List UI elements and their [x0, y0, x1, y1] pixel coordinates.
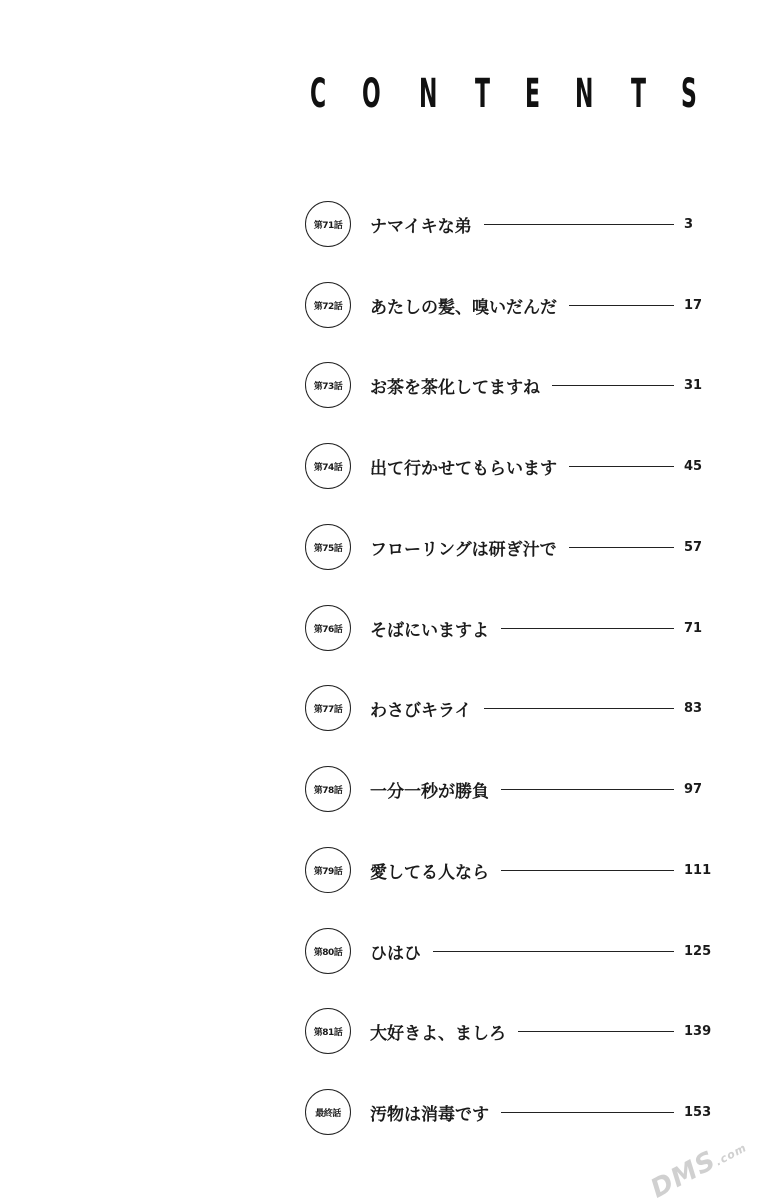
- heading-letter: T: [631, 71, 647, 117]
- toc-entry[interactable]: [305, 200, 710, 248]
- leader-line: [484, 224, 674, 225]
- chapter-badge: 第79話: [305, 847, 351, 893]
- page-number: 31: [684, 377, 703, 393]
- toc-entry[interactable]: [305, 765, 710, 813]
- chapter-badge: 第76話: [305, 605, 351, 651]
- chapter-badge: 第81話: [305, 1008, 351, 1054]
- contents-heading: [310, 70, 710, 118]
- toc-entry[interactable]: [305, 1088, 710, 1136]
- chapter-title: あたしの髪、嗅いだんだ: [370, 297, 557, 318]
- chapter-badge: 第72話: [305, 282, 351, 328]
- chapter-badge: 第75話: [305, 524, 351, 570]
- toc-entry[interactable]: [305, 927, 710, 975]
- watermark-main: DMS: [646, 1145, 722, 1204]
- page-number: 17: [684, 297, 703, 313]
- toc-entry[interactable]: [305, 846, 710, 894]
- chapter-title: 汚物は消毒です: [370, 1104, 489, 1125]
- chapter-title: ひはひ: [370, 943, 421, 964]
- heading-letter: T: [474, 71, 490, 117]
- chapter-title: そばにいますよ: [370, 620, 489, 641]
- chapter-badge: 第78話: [305, 766, 351, 812]
- leader-line: [569, 547, 674, 548]
- page-number: 71: [684, 620, 703, 636]
- leader-line: [501, 1112, 674, 1113]
- watermark-suffix: .com: [713, 1141, 750, 1169]
- heading-letter: O: [362, 71, 381, 117]
- page-number: 153: [684, 1104, 712, 1120]
- leader-line: [518, 1031, 674, 1032]
- toc-entry[interactable]: [305, 604, 710, 652]
- toc-entry[interactable]: [305, 684, 710, 732]
- heading-letter: N: [418, 71, 438, 117]
- chapter-badge: 第73話: [305, 362, 351, 408]
- heading-letter: C: [310, 71, 327, 117]
- chapter-title: 一分一秒が勝負: [370, 781, 489, 802]
- page-number: 125: [684, 943, 712, 959]
- page-number: 97: [684, 781, 703, 797]
- chapter-badge: 第71話: [305, 201, 351, 247]
- leader-line: [484, 708, 675, 709]
- chapter-badge: 最終話: [305, 1089, 351, 1135]
- heading-letter: E: [524, 71, 540, 117]
- chapter-title: わさびキライ: [370, 700, 472, 721]
- site-watermark: [646, 1130, 751, 1204]
- toc-entry[interactable]: [305, 361, 710, 409]
- page-number: 111: [684, 862, 712, 878]
- page-number: 45: [684, 458, 703, 474]
- leader-line: [552, 385, 674, 386]
- chapter-badge: 第74話: [305, 443, 351, 489]
- chapter-title: フローリングは研ぎ汁で: [370, 539, 557, 560]
- leader-line: [501, 628, 674, 629]
- page-number: 139: [684, 1023, 712, 1039]
- toc-entry[interactable]: [305, 281, 710, 329]
- heading-letter: N: [575, 71, 594, 117]
- page-number: 3: [684, 216, 694, 232]
- page-number: 83: [684, 700, 703, 716]
- toc-entry[interactable]: [305, 523, 710, 571]
- chapter-title: 大好きよ、ましろ: [370, 1023, 506, 1044]
- chapter-title: ナマイキな弟: [370, 216, 472, 237]
- leader-line: [569, 305, 674, 306]
- toc-entry[interactable]: [305, 1007, 710, 1055]
- leader-line: [501, 789, 674, 790]
- leader-line: [569, 466, 674, 467]
- heading-letter: S: [681, 71, 698, 117]
- toc-entry[interactable]: [305, 442, 710, 490]
- leader-line: [501, 870, 674, 871]
- chapter-badge: 第77話: [305, 685, 351, 731]
- chapter-title: 出て行かせてもらいます: [370, 458, 557, 479]
- chapter-title: 愛してる人なら: [370, 862, 489, 883]
- chapter-title: お茶を茶化してますね: [370, 377, 540, 398]
- chapter-badge: 第80話: [305, 928, 351, 974]
- leader-line: [433, 951, 674, 952]
- page-number: 57: [684, 539, 703, 555]
